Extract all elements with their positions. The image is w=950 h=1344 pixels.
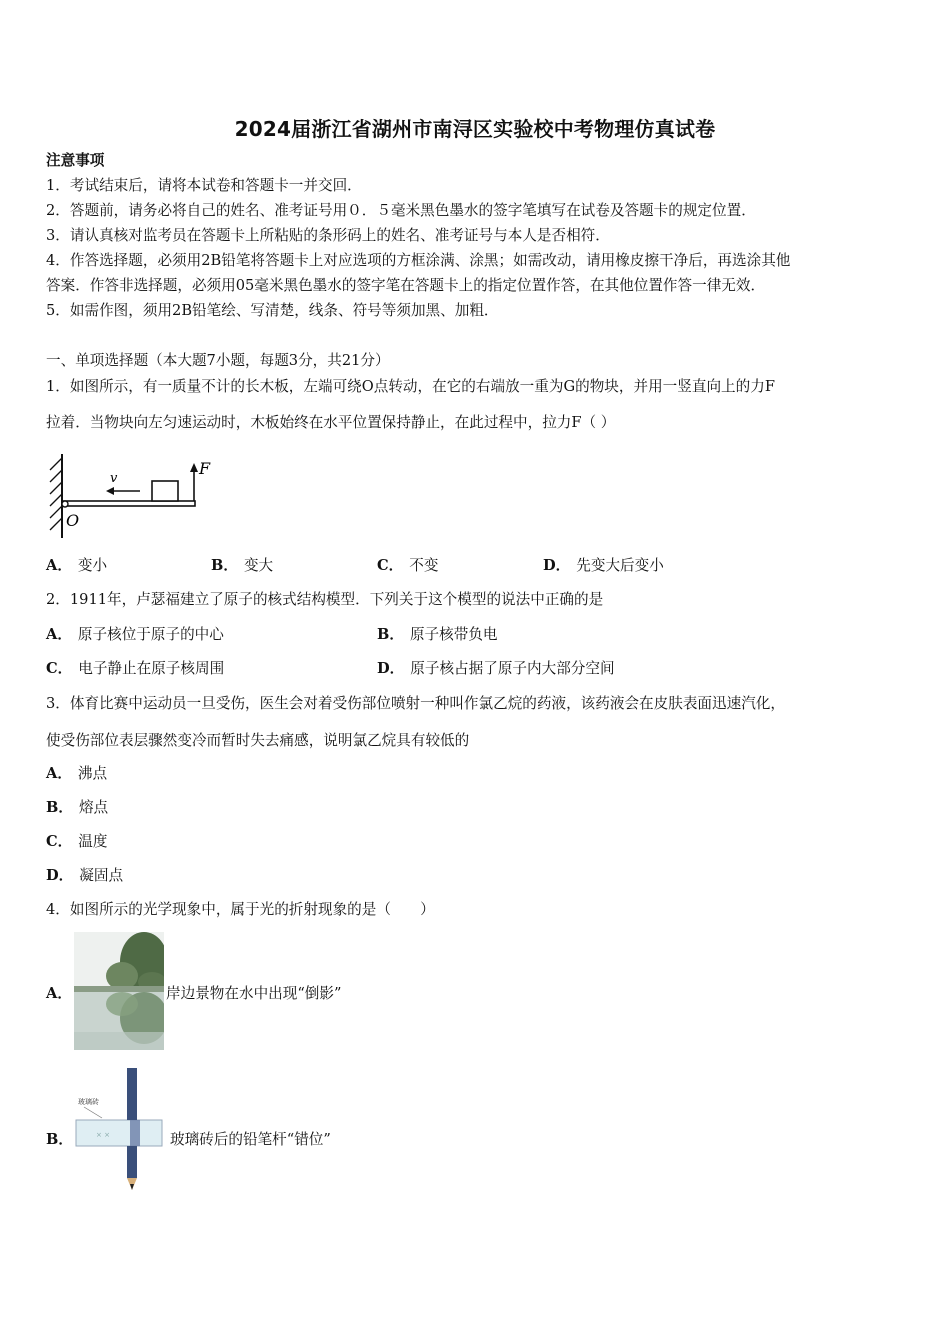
velocity-arrowhead (106, 487, 114, 495)
pencil-top (127, 1068, 137, 1120)
notice-item-4-cont: 答案．作答非选择题，必须用05毫米黑色墨水的签字笔在答题卡上的指定位置作答，在其他位置作答一律无效． (46, 277, 766, 294)
q4-option-a-text: 岸边景物在水中出现“倒影” (166, 985, 342, 1002)
option-key: B． (46, 799, 73, 816)
notice-item-5: 5．如需作图，须用2B铅笔绘、写清楚，线条、符号等须加黑、加粗． (46, 302, 499, 319)
option-key: D． (543, 557, 571, 574)
option-text: 原子核位于原子的中心 (77, 626, 224, 643)
page-title: 2024届浙江省湖州市南浔区实验校中考物理仿真试卷 (234, 117, 716, 141)
option-key: B． (377, 626, 404, 643)
q2-option-d[interactable] (377, 660, 615, 678)
option-key: C． (46, 833, 73, 850)
option-key: C． (377, 557, 404, 574)
option-text: 沸点 (77, 765, 108, 782)
option-text: 不变 (409, 557, 439, 574)
q3-option-c[interactable] (46, 833, 107, 851)
q3-stem-line1: 3．体育比赛中运动员一旦受伤，医生会对着受伤部位喷射一种叫作氯乙烷的药液，该药液会在皮肤表面迅速汽化， (46, 695, 785, 712)
svg-text:× ×: × × (96, 1131, 110, 1139)
option-key: A． (46, 557, 72, 574)
option-text: 熔点 (78, 799, 109, 816)
q2-stem: 2．1911年，卢瑟福建立了原子的核式结构模型．下列关于这个模型的说法中正确的是 (46, 591, 604, 608)
option-key: A． (46, 626, 72, 643)
option-text: 温度 (78, 833, 108, 850)
q1-stem-line2: 拉着．当物块向左匀速运动时，木板始终在水平位置保持静止，在此过程中，拉力F（ ） (46, 414, 616, 431)
lever-figure (44, 452, 214, 540)
q2-option-a[interactable] (46, 626, 224, 644)
velocity-label: v (110, 471, 118, 486)
force-label: F (199, 459, 211, 478)
q3-option-a[interactable] (46, 765, 107, 783)
notice-item-4: 4．作答选择题，必须用2B铅笔将答题卡上对应选项的方框涂满、涂黑；如需改动，请用橡皮擦干净后，再选涂其他 (46, 252, 791, 269)
option-text: 变小 (77, 557, 108, 574)
q1-stem-line1: 1．如图所示，有一质量不计的长木板，左端可绕O点转动，在它的右端放一重为G的物块，并用一竖直向上的力F (46, 378, 775, 395)
pencil-bottom (127, 1146, 137, 1178)
glass-label: 玻璃砖 (78, 1098, 99, 1106)
option-text: 电子静止在原子核周围 (78, 660, 225, 677)
option-key: B． (46, 1131, 73, 1148)
q1-option-d[interactable] (543, 557, 664, 575)
notice-heading: 注意事项 (46, 152, 105, 169)
q1-option-c[interactable] (377, 557, 438, 575)
option-text: 先变大后变小 (576, 557, 664, 574)
option-key: C． (46, 660, 73, 677)
reflection-photo (74, 932, 164, 1050)
pivot-label: O (66, 511, 80, 530)
block (152, 481, 178, 501)
notice-item-2: 2．答题前，请务必将自己的姓名、准考证号用０．５毫米黑色墨水的签字笔填写在试卷及答题卡的规定位置． (46, 202, 756, 219)
option-key: D． (46, 867, 74, 884)
wall (50, 454, 62, 538)
pencil-in-glass (130, 1120, 140, 1146)
option-text: 凝固点 (79, 867, 124, 884)
section-heading: 一、单项选择题（本大题7小题，每题3分，共21分） (46, 352, 390, 369)
q4-option-b-text: 玻璃砖后的铅笔杆“错位” (170, 1131, 331, 1148)
option-text: 原子核占据了原子内大部分空间 (410, 660, 615, 677)
q1-option-b[interactable] (211, 557, 273, 575)
q2-option-b[interactable] (377, 626, 498, 644)
option-key: A． (46, 765, 72, 782)
option-key: A． (46, 985, 72, 1002)
q3-option-d[interactable] (46, 867, 123, 885)
notice-item-1: 1．考试结束后，请将本试卷和答题卡一并交回． (46, 177, 362, 194)
pivot-point (62, 501, 68, 507)
q3-stem-line2: 使受伤部位表层骤然变冷而暂时失去痛感，说明氯乙烷具有较低的 (46, 732, 470, 749)
option-key: D． (377, 660, 405, 677)
q2-option-c[interactable] (46, 660, 224, 678)
option-key: B． (211, 557, 238, 574)
q3-option-b[interactable] (46, 799, 108, 817)
pencil-glass-figure (74, 1066, 168, 1194)
force-arrowhead (190, 463, 198, 472)
notice-item-3: 3．请认真核对监考员在答题卡上所粘贴的条形码上的姓名、准考证号与本人是否相符． (46, 227, 610, 244)
q1-option-a[interactable] (46, 557, 107, 575)
option-text: 变大 (243, 557, 274, 574)
q4-stem: 4．如图所示的光学现象中，属于光的折射现象的是（ ） (46, 901, 435, 918)
option-text: 原子核带负电 (409, 626, 498, 643)
